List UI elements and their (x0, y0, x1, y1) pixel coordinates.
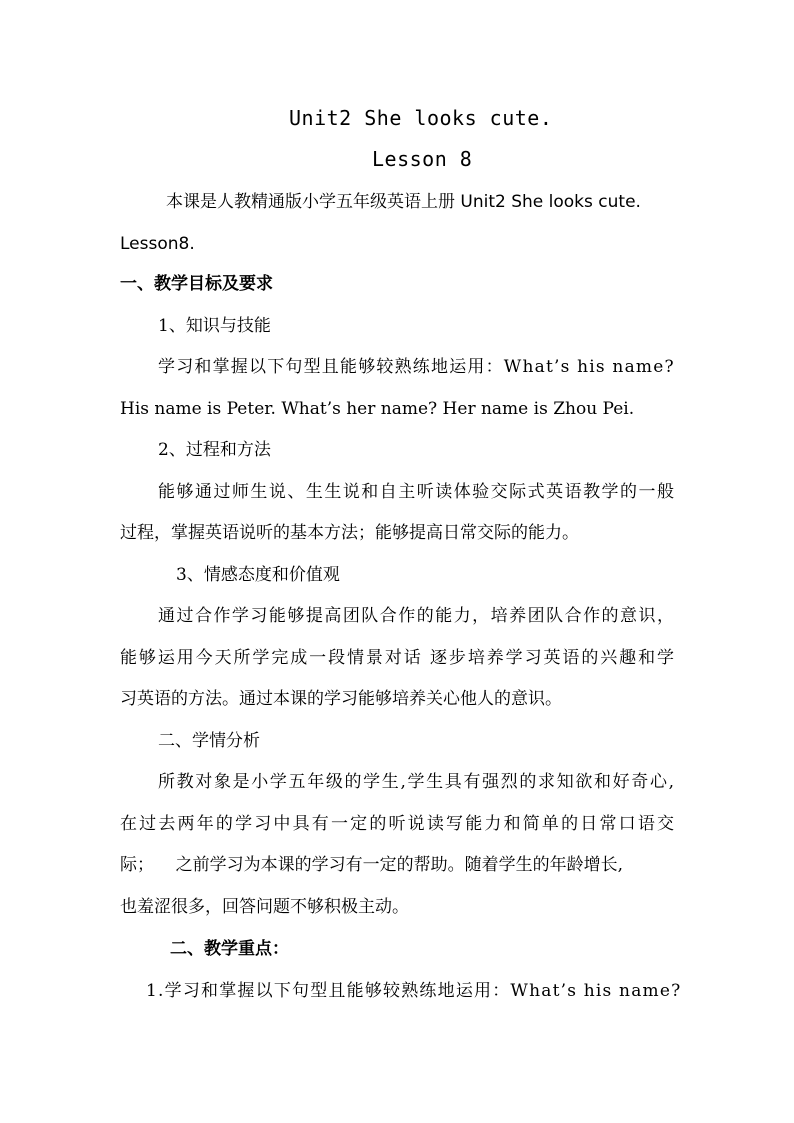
process-line-2: 过程，掌握英语说听的基本方法；能够提高日常交际的能力。 (120, 523, 579, 543)
document-subtitle: Lesson 8 (372, 147, 473, 171)
process-line-1: 能够通过师生说、生生说和自主听读体验交际式英语教学的一般 (158, 482, 674, 502)
document-title: Unit2 She looks cute. (289, 106, 553, 130)
intro-line-1: 本课是人教精通版小学五年级英语上册 Unit2 She looks cute. (166, 192, 641, 212)
section-heading-analysis: 二、学情分析 (158, 731, 260, 751)
attitude-line-2: 能够运用今天所学完成一段情景对话 逐步培养学习英语的兴趣和学 (120, 648, 674, 668)
subsection-heading-attitude: 3、情感态度和价值观 (176, 565, 340, 585)
attitude-line-1: 通过合作学习能够提高团队合作的能力，培养团队合作的意识， (158, 606, 674, 626)
intro-line-2: Lesson8. (120, 234, 195, 254)
subsection-heading-knowledge: 1、知识与技能 (158, 316, 271, 336)
knowledge-line-1: 学习和掌握以下句型且能够较熟练地运用：What’s his name? (158, 357, 675, 377)
key-point-item-1: 1.学习和掌握以下句型且能够较熟练地运用：What’s his name? (146, 981, 682, 1001)
attitude-line-3: 习英语的方法。通过本课的学习能够培养关心他人的意识。 (120, 689, 562, 709)
section-heading-objectives: 一、教学目标及要求 (120, 274, 273, 294)
section-heading-key-points: 二、教学重点： (170, 939, 289, 959)
knowledge-line-2: His name is Peter. What’s her name? Her name is Zhou Pei. (120, 399, 635, 419)
analysis-line-4: 也羞涩很多，回答问题不够积极主动。 (120, 897, 409, 917)
analysis-line-1: 所教对象是小学五年级的学生,学生具有强烈的求知欲和好奇心, (158, 772, 674, 792)
subsection-heading-process: 2、过程和方法 (158, 440, 271, 460)
analysis-line-3: 际； 之前学习为本课的学习有一定的帮助。随着学生的年龄增长, (120, 855, 624, 875)
analysis-line-2: 在过去两年的学习中具有一定的听说读写能力和简单的日常口语交 (120, 814, 674, 834)
